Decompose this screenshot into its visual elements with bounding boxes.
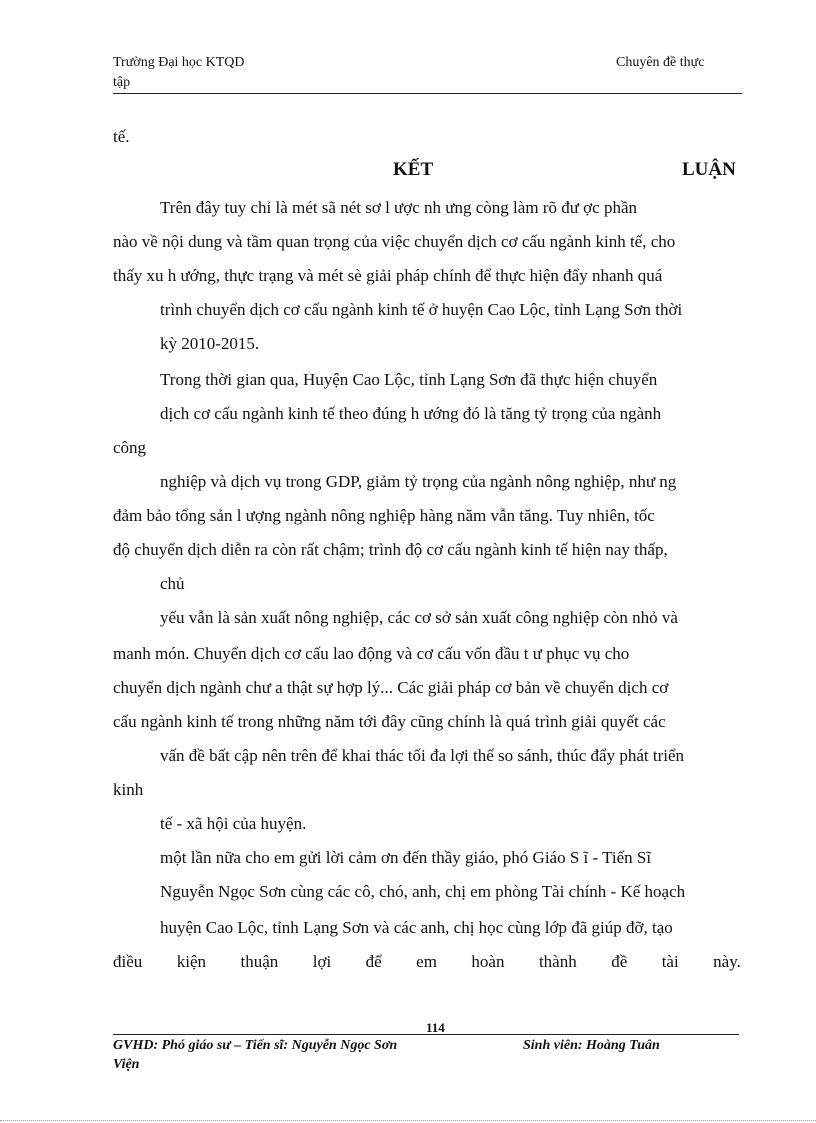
header-doc-type-cont: tập	[113, 75, 131, 90]
paragraph-line: manh món. Chuyển dịch cơ cấu lao động và cơ cấu vốn đầu t ư phục vụ cho	[113, 644, 630, 663]
header-school: Trường Đại học KTQD	[113, 55, 245, 70]
paragraph-line: thấy xu h ướng, thực trạng và mét sè giải pháp chính để thực hiện đẩy nhanh quá	[113, 266, 663, 285]
word: hoàn	[471, 952, 505, 971]
word: này.	[713, 952, 741, 971]
word: để	[365, 952, 382, 971]
word: điều	[113, 952, 143, 971]
word: thuận	[240, 952, 279, 971]
paragraph-line: chuyển dịch ngành chư a thật sự hợp lý... Các giải pháp cơ bản về chuyển dịch cơ	[113, 678, 669, 697]
heading-word-1: KẾT	[393, 159, 434, 180]
paragraph-line: nghiệp và dịch vụ trong GDP, giảm tỷ trọng của ngành nông nghiệp, như ng	[160, 472, 677, 491]
paragraph-line: một lần nữa cho em gửi lời cảm ơn đến thầy giáo, phó Giáo S ĩ - Tiến Sĩ	[160, 848, 652, 867]
paragraph-line: trình chuyển dịch cơ cấu ngành kinh tế ở huyện Cao Lộc, tỉnh Lạng Sơn thời	[160, 300, 683, 319]
justified-last-line	[113, 952, 741, 972]
paragraph-line: Trong thời gian qua, Huyện Cao Lộc, tỉnh Lạng Sơn đã thực hiện chuyển	[160, 370, 658, 389]
header-doc-type: Chuyên đề thực	[616, 55, 705, 70]
footer-advisor: GVHD: Phó giáo sư – Tiến sĩ: Nguyễn Ngọc Sơn	[113, 1038, 398, 1053]
paragraph-line: công	[113, 438, 147, 457]
paragraph-line: độ chuyển dịch diễn ra còn rất chậm; trình độ cơ cấu ngành kinh tế hiện nay thấp,	[113, 540, 668, 559]
paragraph-line: vấn đề bất cập nên trên để khai thác tối đa lợi thế so sánh, thúc đẩy phát triển	[160, 746, 685, 765]
continued-text: tế.	[113, 127, 130, 146]
page-edge-divider	[0, 1120, 816, 1121]
word: lợi	[312, 952, 332, 971]
word: kiện	[176, 952, 207, 971]
word: em	[416, 952, 437, 971]
footer-rule	[113, 1034, 739, 1035]
word: thành	[538, 952, 577, 971]
heading-word-2: LUẬN	[682, 159, 736, 180]
paragraph-line: đảm bảo tổng sản l ượng ngành nông nghiệp hàng năm vẫn tăng. Tuy nhiên, tốc	[113, 506, 655, 525]
paragraph-line: huyện Cao Lộc, tỉnh Lạng Sơn và các anh, chị học cùng lớp đã giúp đỡ, tạo	[160, 918, 673, 937]
paragraph-line: kinh	[113, 780, 144, 799]
paragraph-line: tế - xã hội của huyện.	[160, 814, 307, 833]
word: đề	[611, 952, 628, 971]
word: tài	[661, 952, 679, 971]
paragraph-line: nào về nội dung và tầm quan trọng của việc chuyển dịch cơ cấu ngành kinh tế, cho	[113, 232, 676, 251]
paragraph-line: yếu vẫn là sản xuất nông nghiệp, các cơ sở sản xuất công nghiệp còn nhỏ và	[160, 608, 678, 627]
footer-student-cont: Viện	[113, 1057, 140, 1072]
paragraph-line: kỳ 2010-2015.	[160, 334, 260, 353]
paragraph-line: dịch cơ cấu ngành kinh tế theo đúng h ướng đó là tăng tỷ trọng của ngành	[160, 404, 662, 423]
paragraph-line: cấu ngành kinh tế trong những năm tới đây cũng chính là quá trình giải quyết các	[113, 712, 666, 731]
paragraph-line: Nguyễn Ngọc Sơn cùng các cô, chó, anh, chị em phòng Tài chính - Kế hoạch	[160, 882, 686, 901]
footer-student: Sinh viên: Hoàng Tuân	[523, 1038, 660, 1053]
page-number: 114	[426, 1020, 445, 1035]
paragraph-line: Trên đây tuy chỉ là mét sã nét sơ l ược nh ưng còng làm rõ đư ợc phần	[160, 198, 638, 217]
paragraph-line: chủ	[160, 574, 185, 593]
header-rule	[113, 93, 742, 94]
